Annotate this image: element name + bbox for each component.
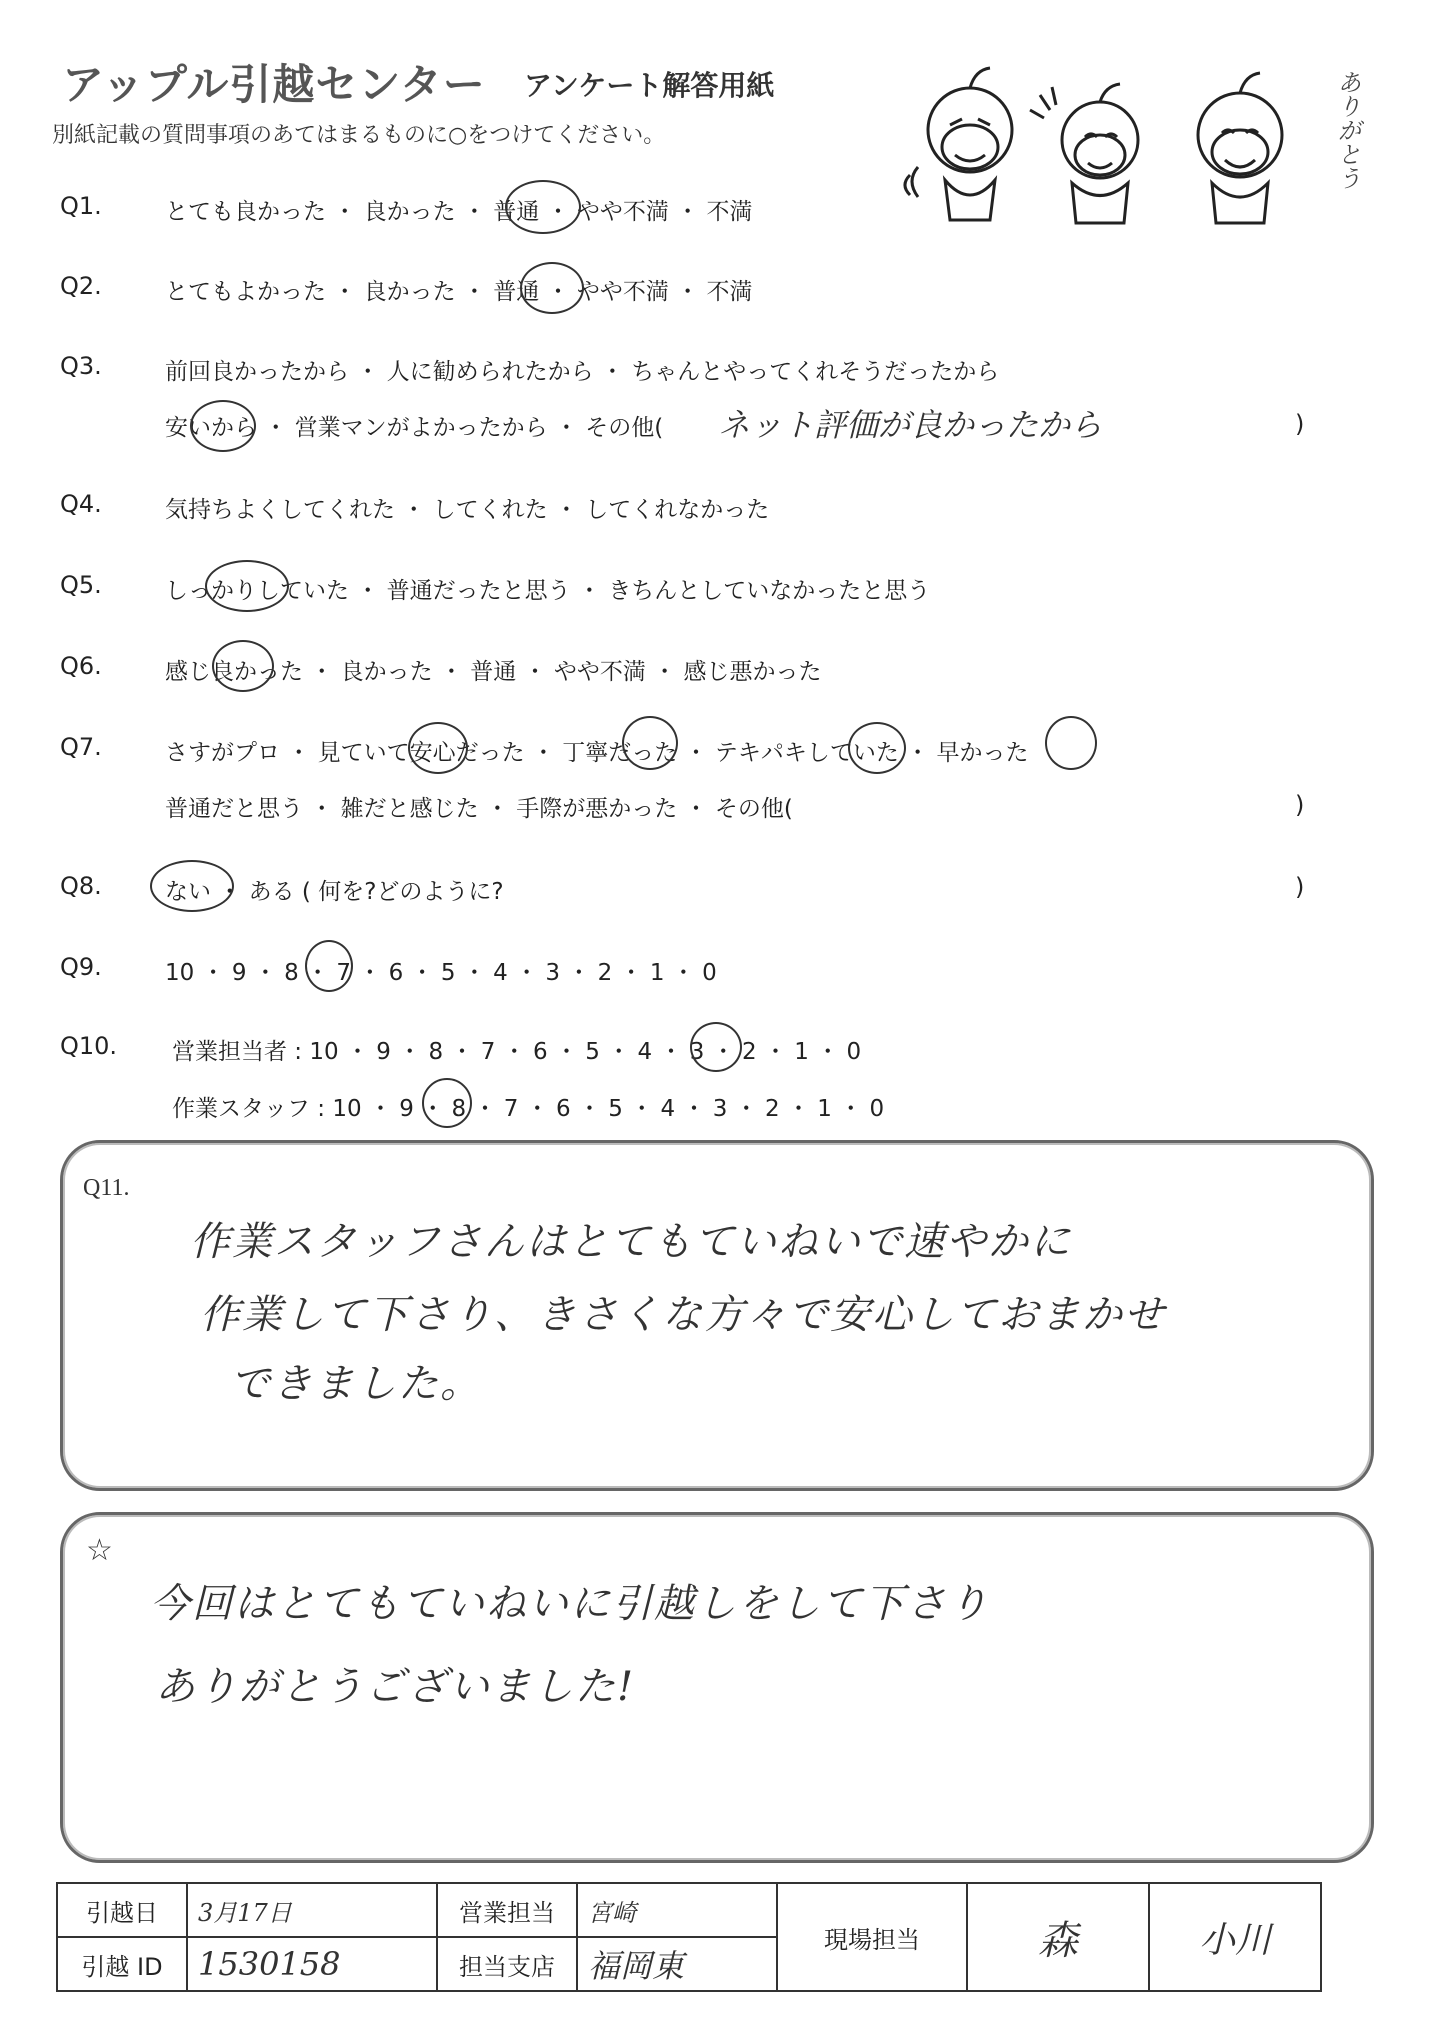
q7-label: Q7. (60, 733, 102, 761)
monkey-mascots-illustration (900, 55, 1360, 235)
selection-circle (1045, 716, 1097, 770)
q7-close-paren: ) (1295, 791, 1305, 819)
monkey-mascot-icon (905, 68, 1012, 220)
q9-label: Q9. (60, 953, 102, 981)
sales-label: 営業担当 (437, 1883, 577, 1937)
q7-options-line1[interactable]: さすがプロ ・ 見ていて安心だった ・ 丁寧だった ・ テキパキしていた ・ 早かった (165, 740, 1029, 766)
q8-label: Q8. (60, 872, 102, 900)
site-staff-2: 小川 (1149, 1883, 1321, 1991)
q4-label: Q4. (60, 490, 102, 518)
move-id-label: 引越 ID (57, 1937, 187, 1991)
q4-options[interactable]: 気持ちよくしてくれた ・ してくれた ・ してくれなかった (165, 497, 770, 523)
move-date-value: 3月17日 (187, 1883, 437, 1937)
brand-title: アップル引越センター (62, 60, 486, 109)
star-icon: ☆ (86, 1534, 113, 1567)
move-date-label: 引越日 (57, 1883, 187, 1937)
q5-label: Q5. (60, 571, 102, 599)
site-label: 現場担当 (777, 1883, 967, 1991)
q3-close-paren: ) (1295, 410, 1305, 438)
q10-sales-options[interactable]: 営業担当者 : 10 ・ 9 ・ 8 ・ 7 ・ 6 ・ 5 ・ 4 ・ 3 ・ 2 ・ 1 ・ 0 (172, 1039, 862, 1065)
branch-value: 福岡東 (577, 1937, 777, 1991)
q2-options[interactable]: とてもよかった ・ 良かった ・ 普通 ・ やや不満 ・ 不満 (165, 279, 753, 305)
q3-other-handwritten: ネット評価が良かったから (718, 406, 1103, 444)
q10-label: Q10. (60, 1032, 118, 1060)
thanks-vertical-text: ありがとう (1333, 70, 1361, 190)
q3-options-line1[interactable]: 前回良かったから ・ 人に勧められたから ・ ちゃんとやってくれそうだったから (165, 359, 1000, 385)
q11-handwritten-line: 作業して下さり、きさくな方々で安心しておまかせ (200, 1292, 1166, 1338)
q5-options[interactable]: しっかりしていた ・ 普通だったと思う ・ きちんとしていなかったと思う (165, 578, 931, 604)
q11-handwritten-line: できました。 (230, 1361, 482, 1407)
q3-options-line2[interactable]: 安いから ・ 営業マンがよかったから ・ その他( (165, 415, 664, 441)
q3-label: Q3. (60, 352, 102, 380)
monkey-mascot-icon (1030, 84, 1138, 223)
instruction-text: 別紙記載の質問事項のあてはまるものに○をつけてください。 (52, 123, 666, 148)
q10-staff-options[interactable]: 作業スタッフ : 10 ・ 9 ・ 8 ・ 7 ・ 6 ・ 5 ・ 4 ・ 3 ・ 2 ・ 1 ・ 0 (172, 1096, 885, 1122)
q9-options[interactable]: 10 ・ 9 ・ 8 ・ 7 ・ 6 ・ 5 ・ 4 ・ 3 ・ 2 ・ 1 ・ 0 (165, 960, 717, 986)
q11-label: Q11. (83, 1175, 130, 1201)
sales-value: 宮崎 (577, 1883, 777, 1937)
comment-handwritten-line: 今回はとてもていねいに引越しをして下さり (150, 1581, 990, 1627)
q7-options-line2[interactable]: 普通だと思う ・ 雑だと感じた ・ 手際が悪かった ・ その他( (165, 796, 793, 822)
q1-label: Q1. (60, 192, 102, 220)
q1-options[interactable]: とても良かった ・ 良かった ・ 普通 ・ やや不満 ・ 不満 (165, 199, 753, 225)
q6-label: Q6. (60, 652, 102, 680)
form-subtitle: アンケート解答用紙 (524, 69, 775, 102)
comment-handwritten-line: ありがとうございました! (155, 1664, 636, 1710)
move-info-table (56, 1882, 1322, 1992)
q8-close-paren: ) (1295, 873, 1305, 901)
q8-options[interactable]: ない ・ ある ( 何を?どのように? (165, 879, 504, 905)
site-staff-1: 森 (967, 1883, 1149, 1991)
q2-label: Q2. (60, 272, 102, 300)
move-id-value: 1530158 (187, 1937, 437, 1991)
q6-options[interactable]: 感じ良かった ・ 良かった ・ 普通 ・ やや不満 ・ 感じ悪かった (165, 659, 822, 685)
q11-handwritten-line: 作業スタッフさんはとてもていねいで速やかに (190, 1219, 1072, 1265)
branch-label: 担当支店 (437, 1937, 577, 1991)
monkey-mascot-icon (1198, 73, 1282, 223)
